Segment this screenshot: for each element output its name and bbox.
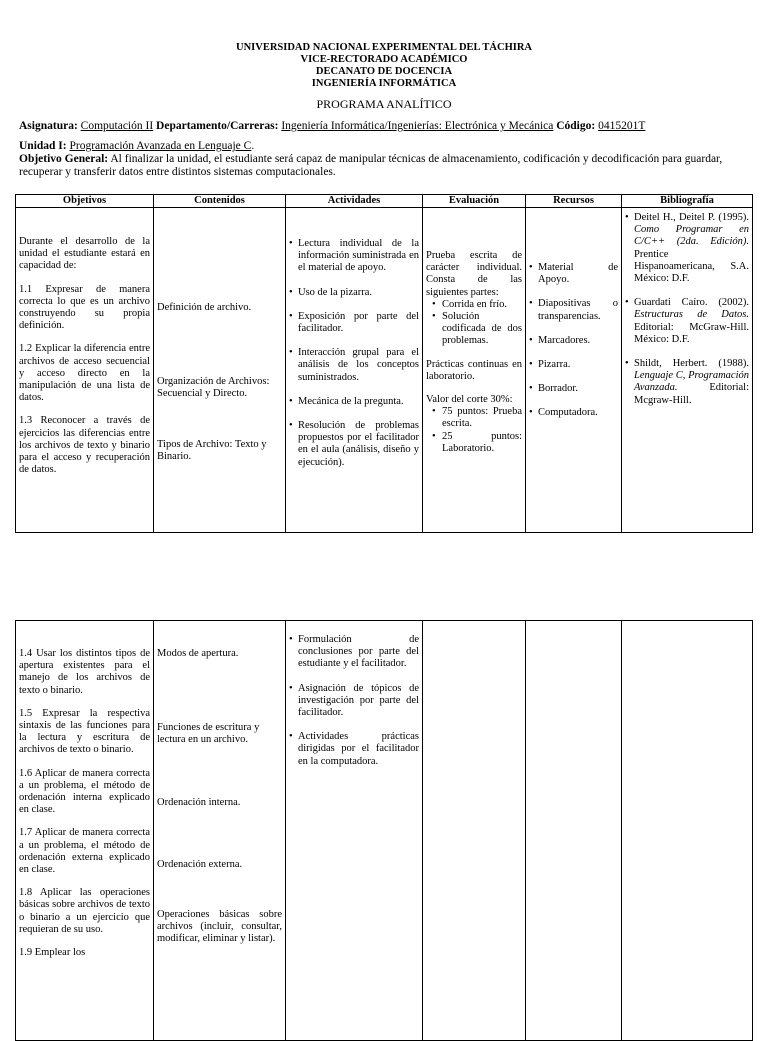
objective-line <box>19 153 744 166</box>
unidad-value: Programación Avanzada en Lenguaje C <box>69 140 252 152</box>
evaluacion-practicas: Prácticas continuas en laboratorio. <box>426 358 522 382</box>
bibliografia-list <box>625 212 749 407</box>
contenido-8: Operaciones básicas sobre archivos (incluir, consultar, modificar, eliminar y listar). <box>157 909 282 945</box>
objetivos-cell <box>16 621 154 1041</box>
bibliografia-cell <box>622 208 753 533</box>
evaluacion-valor: Valor del corte 30%: <box>426 394 513 406</box>
objetivo-1-8: 1.8 Aplicar las operaciones básicas sobre archivos de texto o binario a un ejercicio que requieran de su uso. <box>19 887 150 935</box>
list-item: • Solución codificada de dos problemas. <box>426 311 522 348</box>
objetivo-1-1: 1.1 Expresar de manera correcta lo que es un archivo construyendo su propia definición. <box>19 283 150 332</box>
evaluacion-prueba: Prueba escrita de carácter individual. Consta de las siguientes partes: <box>426 250 522 298</box>
header-bibliografia: Bibliografía <box>622 195 753 208</box>
asignatura-value: Computación II <box>80 120 154 132</box>
vice-rectorate: VICE-RECTORADO ACADÉMICO <box>300 54 468 65</box>
objetivos-intro: Durante el desarrollo de la unidad el estudiante estará en capacidad de: <box>19 236 150 272</box>
actividades-list <box>289 238 419 469</box>
list-item: • Uso de la pizarra. <box>289 287 419 299</box>
list-item: • Resolución de problemas propuestos por el facilitador en el aula (análisis, diseño y ejecución). <box>289 420 419 469</box>
deanery: DECANATO DE DOCENCIA <box>315 66 453 77</box>
contenido-6: Ordenación interna. <box>157 796 241 808</box>
objetivo-1-2: 1.2 Explicar la diferencia entre archivos de acceso secuencial y acceso directo en la manipulación de una lista de datos. <box>19 343 150 404</box>
asignatura-label: Asignatura: <box>19 120 78 132</box>
bib-publisher: Editorial: McGraw-Hill. México: D.F. <box>634 321 749 345</box>
contenido-7: Ordenación externa. <box>157 858 243 870</box>
recursos-cell <box>526 208 622 533</box>
bib-author: Guardati Caíro. (2002). <box>634 297 749 309</box>
objetivo-label: Objetivo General: <box>19 153 109 165</box>
objetivo-text-1: Al finalizar la unidad, el estudiante será capaz de manipular técnicas de almacenamiento, codificación y decodificación para guardar, <box>110 153 723 165</box>
list-item: • Corrida en frío. <box>426 299 522 311</box>
list-item: • Actividades prácticas dirigidas por el facilitador en la computadora. <box>289 731 419 768</box>
actividades-list-2 <box>289 634 419 768</box>
evaluacion-valor-list <box>426 406 522 455</box>
evaluacion-cell <box>423 621 526 1041</box>
header-evaluacion: Evaluación <box>423 195 526 208</box>
bib-title: Estructuras de Datos. <box>634 309 749 321</box>
departamento-label: Departamento/Carreras: <box>156 120 279 132</box>
objetivo-1-5: 1.5 Expresar la respectiva sintaxis de las funciones para la lectura y escritura de archivos de texto o binario. <box>19 707 150 756</box>
evaluacion-cell <box>423 208 526 533</box>
program-title: PROGRAMA ANALÍTICO <box>316 97 452 111</box>
contenido-3: Tipos de Archivo: Texto y Binario. <box>157 438 267 462</box>
list-item: • 25 puntos: Laboratorio. <box>426 431 522 455</box>
list-item: • Borrador. <box>529 383 618 395</box>
contenido-2: Organización de Archivos: Secuencial y Directo. <box>157 376 270 400</box>
list-item: • 75 puntos: Prueba escrita. <box>426 406 522 430</box>
list-item <box>625 358 749 407</box>
list-item: • Mecánica de la pregunta. <box>289 396 419 408</box>
list-item: • Formulación de conclusiones por parte del estudiante y el facilitador. <box>289 634 419 671</box>
list-item <box>625 212 749 285</box>
list-item: • Lectura individual de la información suministrada en el material de apoyo. <box>289 238 419 275</box>
list-item: • Pizarra. <box>529 359 618 371</box>
objetivos-cell <box>16 208 154 533</box>
department-heading: INGENIERÍA INFORMÁTICA <box>311 78 457 89</box>
objetivo-1-7: 1.7 Aplicar de manera correcta a un problema, el método de ordenación externa explicado en clase. <box>19 827 150 876</box>
unidad-label: Unidad I: <box>19 140 67 152</box>
contenido-5: Funciones de escritura y lectura en un archivo. <box>157 722 260 746</box>
contenidos-cell <box>154 621 286 1041</box>
list-item: • Asignación de tópicos de investigación por parte del facilitador. <box>289 683 419 720</box>
list-item <box>625 297 749 346</box>
table-row <box>16 208 753 533</box>
contenido-4: Modos de apertura. <box>157 648 239 659</box>
codigo-value: 0415201T <box>598 120 646 132</box>
program-table-page-2 <box>15 620 753 1041</box>
course-info-line <box>19 120 744 133</box>
actividades-cell <box>286 208 423 533</box>
objetivo-1-4: 1.4 Usar los distintos tipos de apertura existentes para el manejo de los archivos de texto o binario. <box>19 648 150 696</box>
header-actividades: Actividades <box>286 195 423 208</box>
program-table-page-1 <box>15 194 753 533</box>
university-name: UNIVERSIDAD NACIONAL EXPERIMENTAL DEL TÁCHIRA <box>236 42 532 53</box>
table-header-row <box>16 195 753 208</box>
list-item: • Marcadores. <box>529 335 618 347</box>
recursos-cell <box>526 621 622 1041</box>
list-item: • Interacción grupal para el análisis de los conceptos suministrados. <box>289 347 419 384</box>
list-item: • Diapositivas o transparencias. <box>529 298 618 322</box>
bib-title: Como Programar en C/C++ (2da. Edición). <box>634 224 749 248</box>
table-row <box>16 621 753 1041</box>
contenidos-cell <box>154 208 286 533</box>
header-contenidos: Contenidos <box>154 195 286 208</box>
bibliografia-cell <box>622 621 753 1041</box>
contenido-1: Definición de archivo. <box>157 302 252 313</box>
departamento-value: Ingeniería Informática/Ingenierías: Electrónica y Mecánica <box>281 120 554 132</box>
list-item: • Material de Apoyo. <box>529 262 618 286</box>
bib-author: Deitel H., Deitel P. (1995). <box>634 212 749 223</box>
bib-author: Shildt, Herbert. (1988). <box>634 358 749 370</box>
evaluacion-partes-list <box>426 299 522 348</box>
bib-publisher: Editorial: Mcgraw-Hill. <box>634 382 749 406</box>
header-objetivos: Objetivos <box>16 195 154 208</box>
list-item: • Exposición por parte del facilitador. <box>289 311 419 335</box>
recursos-list <box>529 262 618 420</box>
codigo-label: Código: <box>556 120 596 132</box>
unit-line: Unidad I: Programación Avanzada en Lenguaje C. <box>19 140 255 152</box>
objetivo-1-6: 1.6 Aplicar de manera correcta a un problema, el método de ordenación interna explicado en clase. <box>19 767 150 816</box>
objetivo-1-3: 1.3 Reconocer a través de ejercicios las diferencias entre los archivos de texto y binario para el acceso y recuperación de datos. <box>19 415 150 476</box>
objective-line-2: recuperar y transferir datos entre distintos sistemas computacionales. <box>19 166 336 178</box>
bib-title: Lenguaje C, Programación Avanzada. <box>634 370 749 394</box>
objetivo-1-9: 1.9 Emplear los <box>19 947 86 959</box>
list-item: • Computadora. <box>529 407 618 419</box>
header-recursos: Recursos <box>526 195 622 208</box>
bib-publisher: Prentice Hispanoamericana, S.A. México: D.F. <box>634 248 749 285</box>
actividades-cell <box>286 621 423 1041</box>
